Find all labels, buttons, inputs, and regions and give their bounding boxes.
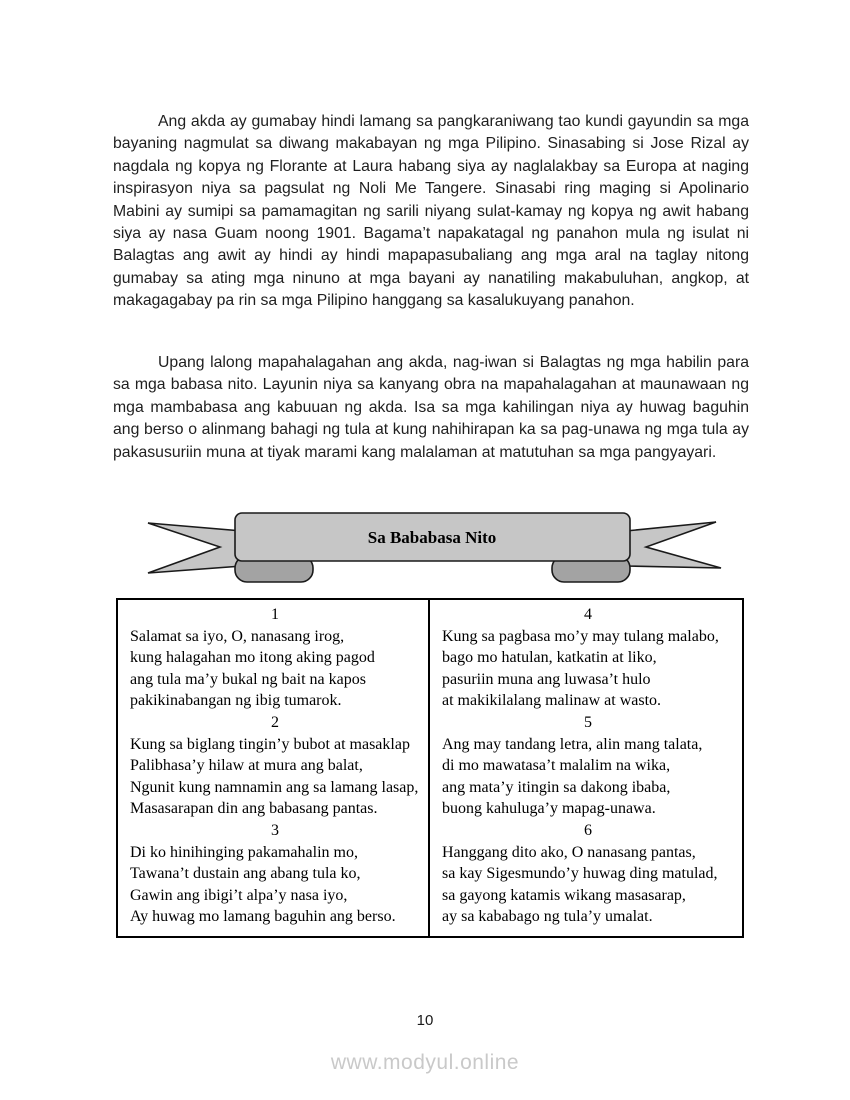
stanza-3-line: Di ko hinihinging pakamahalin mo, <box>130 843 358 861</box>
stanza-4-line: at makikilalang malinaw at wasto. <box>442 692 662 710</box>
stanza-4 <box>442 604 734 712</box>
stanza-6 <box>442 820 734 928</box>
stanza-4-number: 4 <box>584 606 592 623</box>
stanza-6-number: 6 <box>584 821 592 839</box>
watermark: www.modyul.online <box>330 1051 520 1074</box>
stanza-5 <box>442 712 734 820</box>
stanza-2-line: Kung sa biglang tingin’y bubot at masaklap <box>130 735 410 753</box>
stanza-1 <box>130 604 420 712</box>
stanza-1-number: 1 <box>271 606 279 623</box>
poem-column-left <box>118 600 430 936</box>
page-number: 10 <box>416 1012 434 1029</box>
stanza-2-line: Masasarapan din ang babasang pantas. <box>130 800 378 818</box>
stanza-3-line: Gawin ang ibigi’t alpa’y nasa iyo, <box>130 886 348 904</box>
stanza-3 <box>130 820 420 928</box>
stanza-1-line: pakikinabangan ng ibig tumarok. <box>130 692 342 710</box>
stanza-5-line: di mo mawatasa’t malalim na wika, <box>442 757 671 775</box>
stanza-4-line: bago mo hatulan, katkatin at liko, <box>442 649 657 667</box>
stanza-6-line: sa gayong katamis wikang masasarap, <box>442 886 686 904</box>
stanza-3-number: 3 <box>271 821 279 839</box>
banner-title: Sa Bababasa Nito <box>367 528 497 547</box>
paragraph-1: Ang akda ay gumabay hindi lamang sa pangkaraniwang tao kundi gayundin sa mga bayaning nagmulat sa diwang makabayan ng mga Pilipino. Sinasabing si Jose Rizal ay nagdala ng kopya ng Florante at Laura habang siya ay naglalakbay sa Europa at naging inspirasyon niya sa pagsulat ng Noli Me Tangere. Sinasabi ring maging si Apolinario Mabini ay sumipi sa pamamagitan ng sarili niyang sulat-kamay ng kopya ng awit habang siya ay nasa Guam noong 1901. Bagama’t napakatagal ng panahon mula ng isulat ni Balagtas ang awit ay hindi ay hindi mapapasubaliang ang mga aral na taglay nitong gumabay sa ating mga ninuno at mga bayani ay nanatiling makabuluhan, angkop, at makagagabay pa rin sa mga Pilipino hanggang sa kasalukuyang panahon. <box>113 113 749 310</box>
section-banner <box>146 506 724 584</box>
ribbon-left-tail <box>148 523 242 573</box>
stanza-6-line: sa kay Sigesmundo’y huwag ding matulad, <box>442 865 718 883</box>
stanza-5-line: Ang may tandang letra, alin mang talata, <box>442 735 703 753</box>
stanza-6-line: ay sa kababago ng tula’y umalat. <box>442 908 653 926</box>
stanza-1-line: ang tula ma’y bukal ng bait na kapos <box>130 670 366 688</box>
paragraph-2: Upang lalong mapahalagahan ang akda, nag-iwan si Balagtas ng mga habilin para sa mga babasa nito. Layunin niya sa kanyang obra na mapahalagahan at maunawaan ng mga mambabasa ang kabuuan ng akda. Isa sa mga kahilingan niya ay huwag baguhin ang berso o alinmang bahagi ng tula at kung nahihirapan ka sa pag-unawa ng mga tula ay pakasusuriin muna at tiyak marami kang malalaman at matutuhan sa mga pangyayari. <box>113 354 749 461</box>
poem-column-right <box>430 600 742 936</box>
stanza-1-line: kung halagahan mo itong aking pagod <box>130 649 375 667</box>
stanza-4-line: pasuriin muna ang luwasa’t hulo <box>442 670 651 688</box>
poem-table <box>116 598 744 938</box>
stanza-2-number: 2 <box>271 713 279 731</box>
stanza-6-line: Hanggang dito ako, O nanasang pantas, <box>442 843 696 861</box>
stanza-2-line: Ngunit kung namnamin ang sa lamang lasap, <box>130 778 419 796</box>
stanza-1-line: Salamat sa iyo, O, nanasang irog, <box>130 627 345 645</box>
ribbon-banner-graphic <box>146 506 724 584</box>
stanza-2-line: Palibhasa’y hilaw at mura ang balat, <box>130 757 363 775</box>
stanza-3-line: Ay huwag mo lamang baguhin ang berso. <box>130 908 396 926</box>
stanza-5-line: ang mata’y itingin sa dakong ibaba, <box>442 778 671 796</box>
stanza-5-number: 5 <box>584 713 592 731</box>
stanza-2 <box>130 712 420 820</box>
ribbon-right-tail <box>626 522 721 568</box>
stanza-5-line: buong kahuluga’y mapag-unawa. <box>442 800 656 818</box>
stanza-3-line: Tawana’t dustain ang abang tula ko, <box>130 865 361 883</box>
stanza-4-line: Kung sa pagbasa mo’y may tulang malabo, <box>442 627 719 645</box>
